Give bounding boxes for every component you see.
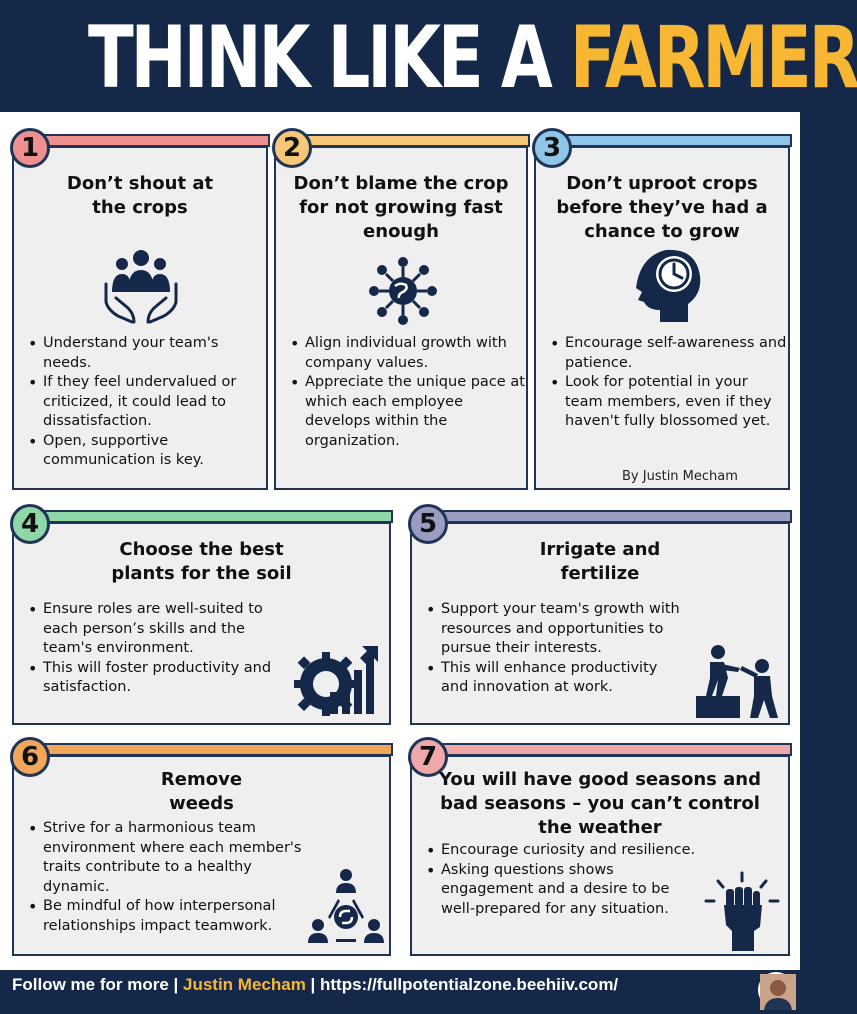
footer-text <box>12 975 618 995</box>
gear-growth-chart-icon <box>290 640 382 720</box>
card-6 <box>12 742 391 956</box>
list-item: • Encourage self-awareness and patience. <box>548 334 788 373</box>
list-item: • Look for potential in your team members, even if they haven't fully blossomed yet. <box>548 373 788 432</box>
card-3-badge: 3 <box>532 128 572 168</box>
card-3-title-line2: before they’ve had a <box>556 197 768 218</box>
card-3-strip <box>560 134 792 147</box>
card-5-title-line2: fertilize <box>560 563 640 584</box>
card-2-title-line1: Don’t blame the crop <box>293 173 509 194</box>
list-item: • This will enhance productivity and innovation at work. <box>424 659 686 698</box>
card-5-badge: 5 <box>408 504 448 544</box>
title-accent: FARMER <box>569 8 857 108</box>
card-7-bullets <box>424 841 696 919</box>
card-5-bullets <box>424 600 686 698</box>
card-1-title-line1: Don’t shout at <box>66 173 214 194</box>
card-4 <box>12 509 391 725</box>
global-network-icon <box>368 256 438 326</box>
helping-hand-climb-icon <box>696 642 782 718</box>
card-6-bullets <box>26 819 310 936</box>
card-7 <box>410 742 790 956</box>
list-item: • Appreciate the unique pace at which each employee develops within the organization. <box>288 373 526 451</box>
card-4-title-line2: plants for the soil <box>111 563 292 584</box>
card-1-badge: 1 <box>10 128 50 168</box>
card-2-title-line3: enough <box>363 221 439 242</box>
card-6-title-line2: weeds <box>169 793 234 814</box>
raised-fist-icon <box>704 871 780 951</box>
card-6-title <box>14 768 389 816</box>
card-3-bullets <box>548 334 788 432</box>
card-5-title-line1: Irrigate and <box>539 539 661 560</box>
title-main: THINK LIKE A <box>88 8 550 108</box>
card-7-badge: 7 <box>408 737 448 777</box>
card-6-badge: 6 <box>10 737 50 777</box>
list-item: • Asking questions shows engagement and a desire to be well-prepared for any situation. <box>424 861 696 920</box>
card-1 <box>12 133 268 490</box>
card-1-strip <box>38 134 270 147</box>
card-5-title <box>412 538 788 586</box>
team-care-hands-icon <box>102 244 180 324</box>
card-7-strip <box>436 743 792 756</box>
footer <box>0 970 800 1000</box>
card-2-badge: 2 <box>272 128 312 168</box>
card-3-title <box>536 172 788 244</box>
list-item: • Support your team's growth with resources and opportunities to pursue their interests. <box>424 600 686 659</box>
list-item: • Strive for a harmonious team environment where each member's traits contribute to a healthy dynamic. <box>26 819 310 897</box>
card-1-title <box>14 172 266 220</box>
card-5-strip <box>436 510 792 523</box>
list-item: • Ensure roles are well-suited to each person’s skills and the team's environment. <box>26 600 288 659</box>
card-2-title <box>276 172 526 244</box>
list-item: • Open, supportive communication is key. <box>26 432 264 471</box>
card-6-strip <box>38 743 393 756</box>
team-cycle-icon <box>308 867 384 947</box>
card-5 <box>410 509 790 725</box>
header <box>0 0 857 112</box>
list-item: • Encourage curiosity and resilience. <box>424 841 696 861</box>
list-item: • If they feel undervalued or criticized, it could lead to dissatisfaction. <box>26 373 264 432</box>
card-7-title-line1: You will have good seasons and <box>439 769 761 790</box>
footer-author-name[interactable]: Justin Mecham <box>183 975 306 994</box>
byline: By Justin Mecham <box>622 469 738 484</box>
avatar <box>758 972 794 1008</box>
page-title <box>88 8 857 108</box>
list-item: • Align individual growth with company values. <box>288 334 526 373</box>
card-4-bullets <box>26 600 288 698</box>
card-2 <box>274 133 528 490</box>
head-clock-icon <box>626 244 706 324</box>
card-2-strip <box>300 134 530 147</box>
card-6-title-line1: Remove <box>160 769 243 790</box>
list-item: • Understand your team's needs. <box>26 334 264 373</box>
card-3-title-line1: Don’t uproot crops <box>566 173 758 194</box>
card-4-badge: 4 <box>10 504 50 544</box>
card-1-bullets <box>26 334 264 471</box>
footer-url[interactable]: | https://fullpotentialzone.beehiiv.com/ <box>305 975 619 994</box>
card-2-title-line2: for not growing fast <box>299 197 503 218</box>
card-4-strip <box>38 510 393 523</box>
card-4-title-line1: Choose the best <box>119 539 284 560</box>
list-item: • This will foster productivity and satisfaction. <box>26 659 288 698</box>
card-1-title-line2: the crops <box>92 197 188 218</box>
footer-prefix: Follow me for more | <box>12 975 183 994</box>
card-7-title-line2: bad seasons – you can’t control <box>440 793 760 814</box>
card-7-title <box>412 768 788 840</box>
card-4-title <box>14 538 389 586</box>
card-3-title-line3: chance to grow <box>584 221 740 242</box>
card-2-bullets <box>288 334 526 451</box>
card-3 <box>534 133 790 490</box>
list-item: • Be mindful of how interpersonal relationships impact teamwork. <box>26 897 310 936</box>
card-7-title-line3: the weather <box>538 817 662 838</box>
